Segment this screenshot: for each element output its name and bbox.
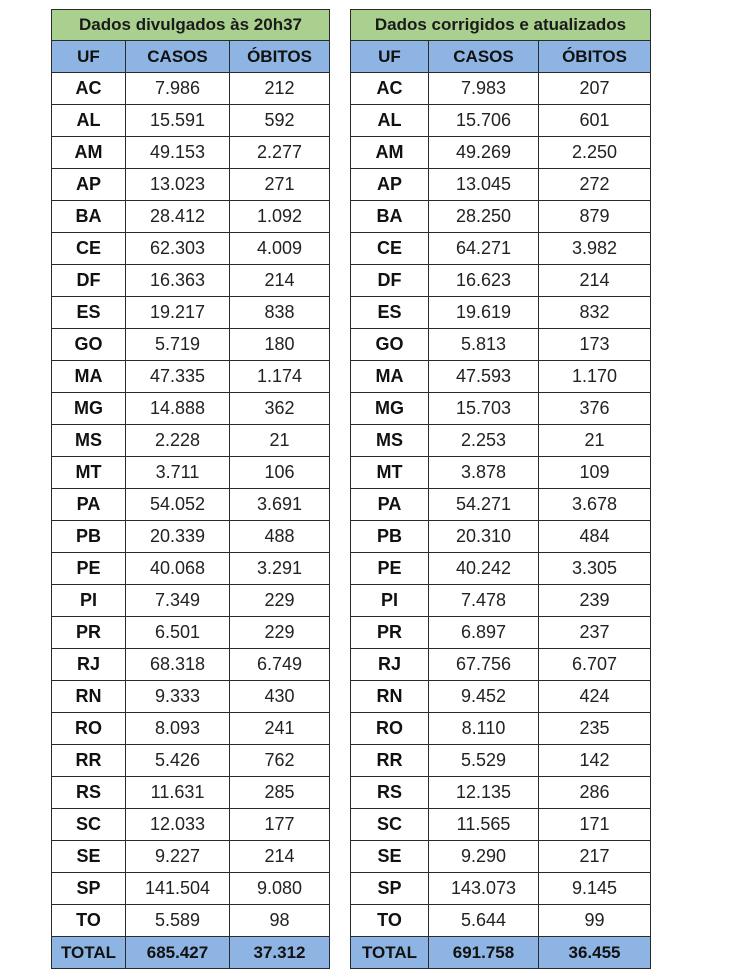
corrected-data-table (350, 9, 651, 969)
casos-cell: 68.318 (126, 649, 230, 681)
uf-cell: RS (351, 777, 429, 809)
obitos-cell: 272 (539, 169, 651, 201)
table-row (351, 361, 651, 393)
casos-cell: 16.363 (126, 265, 230, 297)
casos-cell: 20.339 (126, 521, 230, 553)
casos-cell: 49.153 (126, 137, 230, 169)
obitos-cell: 3.305 (539, 553, 651, 585)
uf-cell: BA (52, 201, 126, 233)
uf-cell: ES (52, 297, 126, 329)
table-row (351, 393, 651, 425)
casos-cell: 28.412 (126, 201, 230, 233)
casos-cell: 13.023 (126, 169, 230, 201)
casos-cell: 19.217 (126, 297, 230, 329)
table-row (52, 521, 330, 553)
casos-cell: 11.565 (429, 809, 539, 841)
obitos-cell: 3.678 (539, 489, 651, 521)
obitos-cell: 1.174 (230, 361, 330, 393)
total-casos: 691.758 (429, 937, 539, 969)
obitos-cell: 2.250 (539, 137, 651, 169)
casos-cell: 16.623 (429, 265, 539, 297)
uf-cell: AL (351, 105, 429, 137)
casos-cell: 7.983 (429, 73, 539, 105)
uf-cell: PI (52, 585, 126, 617)
uf-cell: PE (52, 553, 126, 585)
uf-cell: RR (52, 745, 126, 777)
obitos-cell: 376 (539, 393, 651, 425)
casos-cell: 6.897 (429, 617, 539, 649)
casos-cell: 7.986 (126, 73, 230, 105)
uf-cell: SE (351, 841, 429, 873)
obitos-cell: 1.170 (539, 361, 651, 393)
casos-cell: 2.228 (126, 425, 230, 457)
obitos-cell: 171 (539, 809, 651, 841)
table-row (351, 329, 651, 361)
casos-cell: 9.333 (126, 681, 230, 713)
uf-cell: AP (52, 169, 126, 201)
obitos-cell: 99 (539, 905, 651, 937)
table-row (351, 521, 651, 553)
obitos-cell: 98 (230, 905, 330, 937)
casos-cell: 141.504 (126, 873, 230, 905)
obitos-cell: 173 (539, 329, 651, 361)
obitos-cell: 229 (230, 585, 330, 617)
casos-cell: 67.756 (429, 649, 539, 681)
uf-cell: AP (351, 169, 429, 201)
table-row (351, 169, 651, 201)
table-row (351, 553, 651, 585)
casos-cell: 15.591 (126, 105, 230, 137)
casos-cell: 20.310 (429, 521, 539, 553)
table-row (52, 265, 330, 297)
obitos-cell: 832 (539, 297, 651, 329)
casos-cell: 5.529 (429, 745, 539, 777)
table-row (52, 585, 330, 617)
casos-cell: 5.589 (126, 905, 230, 937)
casos-cell: 8.093 (126, 713, 230, 745)
obitos-cell: 6.707 (539, 649, 651, 681)
uf-cell: GO (351, 329, 429, 361)
uf-cell: PA (52, 489, 126, 521)
casos-cell: 7.349 (126, 585, 230, 617)
uf-cell: ES (351, 297, 429, 329)
obitos-cell: 207 (539, 73, 651, 105)
uf-cell: GO (52, 329, 126, 361)
uf-cell: MS (52, 425, 126, 457)
obitos-cell: 285 (230, 777, 330, 809)
uf-cell: TO (52, 905, 126, 937)
casos-cell: 2.253 (429, 425, 539, 457)
uf-cell: SP (52, 873, 126, 905)
table-row (52, 297, 330, 329)
uf-cell: RJ (52, 649, 126, 681)
uf-cell: TO (351, 905, 429, 937)
table-row (351, 265, 651, 297)
obitos-cell: 879 (539, 201, 651, 233)
uf-cell: SP (351, 873, 429, 905)
uf-cell: MA (351, 361, 429, 393)
obitos-cell: 21 (539, 425, 651, 457)
casos-cell: 11.631 (126, 777, 230, 809)
casos-cell: 3.878 (429, 457, 539, 489)
obitos-cell: 424 (539, 681, 651, 713)
casos-cell: 13.045 (429, 169, 539, 201)
header-uf: UF (52, 41, 126, 73)
table-row (351, 841, 651, 873)
obitos-cell: 229 (230, 617, 330, 649)
header-casos: CASOS (126, 41, 230, 73)
uf-cell: PA (351, 489, 429, 521)
obitos-cell: 214 (539, 265, 651, 297)
uf-cell: PR (52, 617, 126, 649)
table-row (351, 873, 651, 905)
uf-cell: RO (52, 713, 126, 745)
obitos-cell: 3.291 (230, 553, 330, 585)
uf-cell: MT (351, 457, 429, 489)
table-row (351, 489, 651, 521)
obitos-cell: 241 (230, 713, 330, 745)
obitos-cell: 214 (230, 841, 330, 873)
table-row (52, 553, 330, 585)
uf-cell: SC (351, 809, 429, 841)
uf-cell: MG (351, 393, 429, 425)
table-row (351, 137, 651, 169)
table-row (52, 873, 330, 905)
obitos-cell: 286 (539, 777, 651, 809)
table-row (52, 649, 330, 681)
obitos-cell: 488 (230, 521, 330, 553)
casos-cell: 40.242 (429, 553, 539, 585)
casos-cell: 9.452 (429, 681, 539, 713)
uf-cell: RN (351, 681, 429, 713)
obitos-cell: 762 (230, 745, 330, 777)
uf-cell: AL (52, 105, 126, 137)
obitos-cell: 177 (230, 809, 330, 841)
casos-cell: 9.227 (126, 841, 230, 873)
obitos-cell: 142 (539, 745, 651, 777)
casos-cell: 5.644 (429, 905, 539, 937)
table-row (351, 105, 651, 137)
table-row (52, 137, 330, 169)
published-data-title: Dados divulgados às 20h37 (52, 10, 330, 41)
casos-cell: 6.501 (126, 617, 230, 649)
total-obitos: 36.455 (539, 937, 651, 969)
table-row (52, 73, 330, 105)
table-row (52, 681, 330, 713)
table-row (52, 201, 330, 233)
casos-cell: 28.250 (429, 201, 539, 233)
casos-cell: 7.478 (429, 585, 539, 617)
obitos-cell: 1.092 (230, 201, 330, 233)
header-obitos: ÓBITOS (230, 41, 330, 73)
table-row (52, 425, 330, 457)
table-row (351, 73, 651, 105)
table-row (351, 233, 651, 265)
obitos-cell: 3.691 (230, 489, 330, 521)
table-row (351, 425, 651, 457)
obitos-cell: 592 (230, 105, 330, 137)
casos-cell: 12.135 (429, 777, 539, 809)
table-row (351, 681, 651, 713)
uf-cell: AM (52, 137, 126, 169)
obitos-cell: 271 (230, 169, 330, 201)
table-row (351, 713, 651, 745)
obitos-cell: 217 (539, 841, 651, 873)
table-row (52, 777, 330, 809)
casos-cell: 14.888 (126, 393, 230, 425)
casos-cell: 40.068 (126, 553, 230, 585)
obitos-cell: 235 (539, 713, 651, 745)
obitos-cell: 212 (230, 73, 330, 105)
total-label: TOTAL (351, 937, 429, 969)
total-label: TOTAL (52, 937, 126, 969)
table-row (52, 713, 330, 745)
uf-cell: BA (351, 201, 429, 233)
obitos-cell: 237 (539, 617, 651, 649)
total-obitos: 37.312 (230, 937, 330, 969)
casos-cell: 12.033 (126, 809, 230, 841)
casos-cell: 49.269 (429, 137, 539, 169)
uf-cell: MG (52, 393, 126, 425)
table-row (351, 905, 651, 937)
uf-cell: MA (52, 361, 126, 393)
table-row (351, 809, 651, 841)
table-row (52, 905, 330, 937)
uf-cell: DF (351, 265, 429, 297)
casos-cell: 143.073 (429, 873, 539, 905)
table-row (52, 841, 330, 873)
uf-cell: DF (52, 265, 126, 297)
obitos-cell: 430 (230, 681, 330, 713)
casos-cell: 62.303 (126, 233, 230, 265)
table-row (351, 201, 651, 233)
header-casos: CASOS (429, 41, 539, 73)
casos-cell: 15.706 (429, 105, 539, 137)
obitos-cell: 9.145 (539, 873, 651, 905)
total-row (351, 937, 651, 969)
corrected-data-title: Dados corrigidos e atualizados (351, 10, 651, 41)
casos-cell: 54.271 (429, 489, 539, 521)
casos-cell: 5.426 (126, 745, 230, 777)
obitos-cell: 4.009 (230, 233, 330, 265)
casos-cell: 8.110 (429, 713, 539, 745)
uf-cell: RN (52, 681, 126, 713)
table-row (351, 585, 651, 617)
casos-cell: 64.271 (429, 233, 539, 265)
casos-cell: 3.711 (126, 457, 230, 489)
uf-cell: AC (351, 73, 429, 105)
uf-cell: RS (52, 777, 126, 809)
casos-cell: 9.290 (429, 841, 539, 873)
casos-cell: 47.593 (429, 361, 539, 393)
total-row (52, 937, 330, 969)
uf-cell: PI (351, 585, 429, 617)
table-row (351, 457, 651, 489)
obitos-cell: 6.749 (230, 649, 330, 681)
uf-cell: PB (351, 521, 429, 553)
casos-cell: 5.719 (126, 329, 230, 361)
table-row (351, 777, 651, 809)
header-uf: UF (351, 41, 429, 73)
table-row (52, 361, 330, 393)
table-row (52, 745, 330, 777)
table-row (52, 617, 330, 649)
table-row (351, 297, 651, 329)
uf-cell: AC (52, 73, 126, 105)
uf-cell: RO (351, 713, 429, 745)
uf-cell: PE (351, 553, 429, 585)
obitos-cell: 601 (539, 105, 651, 137)
table-row (351, 745, 651, 777)
table-row (52, 105, 330, 137)
total-casos: 685.427 (126, 937, 230, 969)
uf-cell: MT (52, 457, 126, 489)
table-row (52, 393, 330, 425)
obitos-cell: 106 (230, 457, 330, 489)
table-row (351, 617, 651, 649)
obitos-cell: 2.277 (230, 137, 330, 169)
uf-cell: MS (351, 425, 429, 457)
uf-cell: PB (52, 521, 126, 553)
uf-cell: RJ (351, 649, 429, 681)
obitos-cell: 239 (539, 585, 651, 617)
table-row (52, 489, 330, 521)
obitos-cell: 3.982 (539, 233, 651, 265)
uf-cell: CE (351, 233, 429, 265)
table-row (52, 457, 330, 489)
table-row (52, 169, 330, 201)
table-row (52, 809, 330, 841)
casos-cell: 54.052 (126, 489, 230, 521)
uf-cell: SE (52, 841, 126, 873)
casos-cell: 5.813 (429, 329, 539, 361)
uf-cell: PR (351, 617, 429, 649)
obitos-cell: 109 (539, 457, 651, 489)
obitos-cell: 838 (230, 297, 330, 329)
uf-cell: CE (52, 233, 126, 265)
uf-cell: RR (351, 745, 429, 777)
obitos-cell: 484 (539, 521, 651, 553)
casos-cell: 47.335 (126, 361, 230, 393)
uf-cell: AM (351, 137, 429, 169)
table-row (52, 329, 330, 361)
table-row (52, 233, 330, 265)
published-data-table (51, 9, 330, 969)
obitos-cell: 362 (230, 393, 330, 425)
uf-cell: SC (52, 809, 126, 841)
obitos-cell: 180 (230, 329, 330, 361)
header-obitos: ÓBITOS (539, 41, 651, 73)
casos-cell: 15.703 (429, 393, 539, 425)
casos-cell: 19.619 (429, 297, 539, 329)
table-row (351, 649, 651, 681)
obitos-cell: 214 (230, 265, 330, 297)
obitos-cell: 9.080 (230, 873, 330, 905)
obitos-cell: 21 (230, 425, 330, 457)
